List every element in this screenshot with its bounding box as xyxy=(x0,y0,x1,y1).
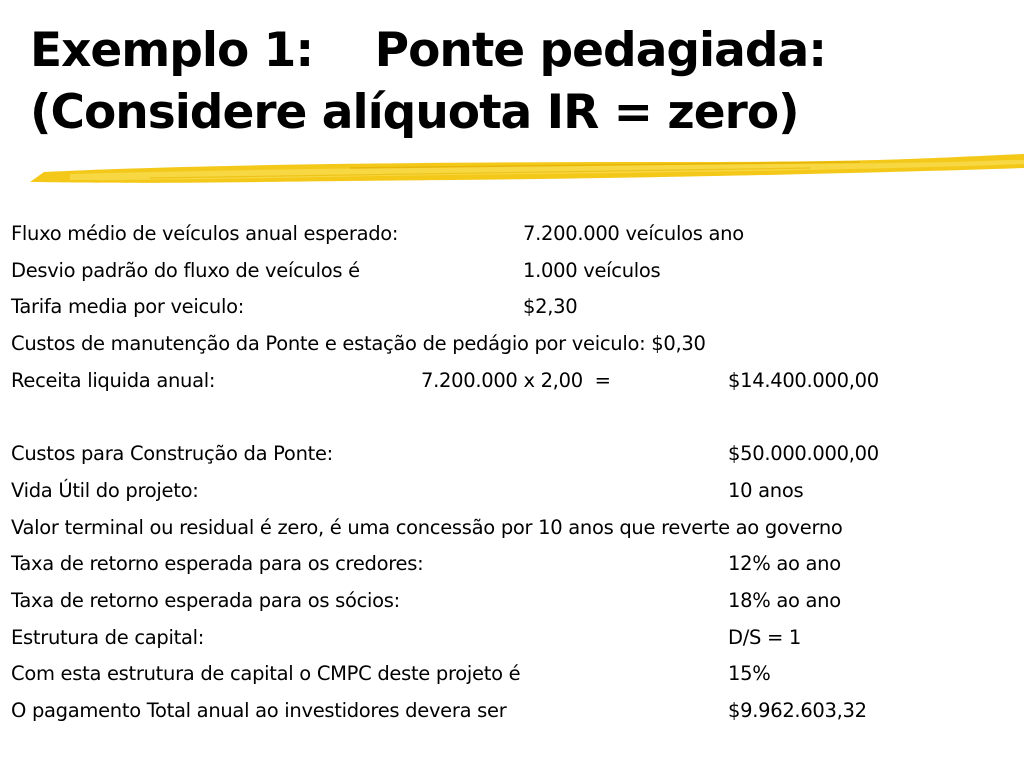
vida-util-value: 10 anos xyxy=(728,478,804,502)
row-estrutura-capital xyxy=(11,620,1021,657)
taxa-credores-label: Taxa de retorno esperada para os credores: xyxy=(11,552,424,576)
row-vida-util xyxy=(11,473,1021,510)
tarifa-value: $2,30 xyxy=(523,295,578,319)
cmpc-label: Com esta estrutura de capital o CMPC deste projeto é xyxy=(11,662,521,686)
row-desvio xyxy=(11,253,1021,290)
estrutura-capital-value: D/S = 1 xyxy=(728,625,802,649)
desvio-label: Desvio padrão do fluxo de veículos é xyxy=(11,258,360,282)
slide-body xyxy=(11,216,1021,730)
row-fluxo xyxy=(11,216,1021,253)
taxa-socios-value: 18% ao ano xyxy=(728,588,841,612)
vida-util-label: Vida Útil do projeto: xyxy=(11,478,199,502)
custos-manutencao-text: Custos de manutenção da Ponte e estação de pedágio por veiculo: $0,30 xyxy=(11,332,706,356)
row-valor-terminal xyxy=(11,510,1021,547)
row-custos-construcao xyxy=(11,436,1021,473)
row-spacer xyxy=(11,399,1021,436)
desvio-value: 1.000 veículos xyxy=(523,258,661,282)
receita-value: $14.400.000,00 xyxy=(728,368,879,392)
taxa-socios-label: Taxa de retorno esperada para os sócios: xyxy=(11,588,400,612)
row-tarifa xyxy=(11,289,1021,326)
row-taxa-socios xyxy=(11,583,1021,620)
custos-construcao-label: Custos para Construção da Ponte: xyxy=(11,442,333,466)
row-receita xyxy=(11,363,1021,400)
highlighter-stroke-decoration xyxy=(30,150,1024,190)
title-line-1: Exemplo 1: Ponte pedagiada: xyxy=(30,23,827,78)
row-cmpc xyxy=(11,656,1021,693)
receita-calc: 7.200.000 x 2,00 = xyxy=(421,368,611,392)
pagamento-label: O pagamento Total anual ao investidores devera ser xyxy=(11,698,507,722)
row-taxa-credores xyxy=(11,546,1021,583)
fluxo-value: 7.200.000 veículos ano xyxy=(523,222,744,245)
cmpc-value: 15% xyxy=(728,662,771,686)
valor-terminal-text: Valor terminal ou residual é zero, é uma concessão por 10 anos que reverte ao governo xyxy=(11,515,843,539)
title-line-2: (Considere alíquota IR = zero) xyxy=(30,85,799,140)
pagamento-value: $9.962.603,32 xyxy=(728,698,867,722)
tarifa-label: Tarifa media por veiculo: xyxy=(11,295,244,319)
row-pagamento xyxy=(11,693,1021,730)
slide-title xyxy=(30,20,1020,144)
row-custos-manutencao xyxy=(11,326,1021,363)
estrutura-capital-label: Estrutura de capital: xyxy=(11,625,204,649)
fluxo-label: Fluxo médio de veículos anual esperado: xyxy=(11,222,399,245)
taxa-credores-value: 12% ao ano xyxy=(728,552,841,576)
receita-label: Receita liquida anual: xyxy=(11,368,216,392)
custos-construcao-value: $50.000.000,00 xyxy=(728,442,879,466)
